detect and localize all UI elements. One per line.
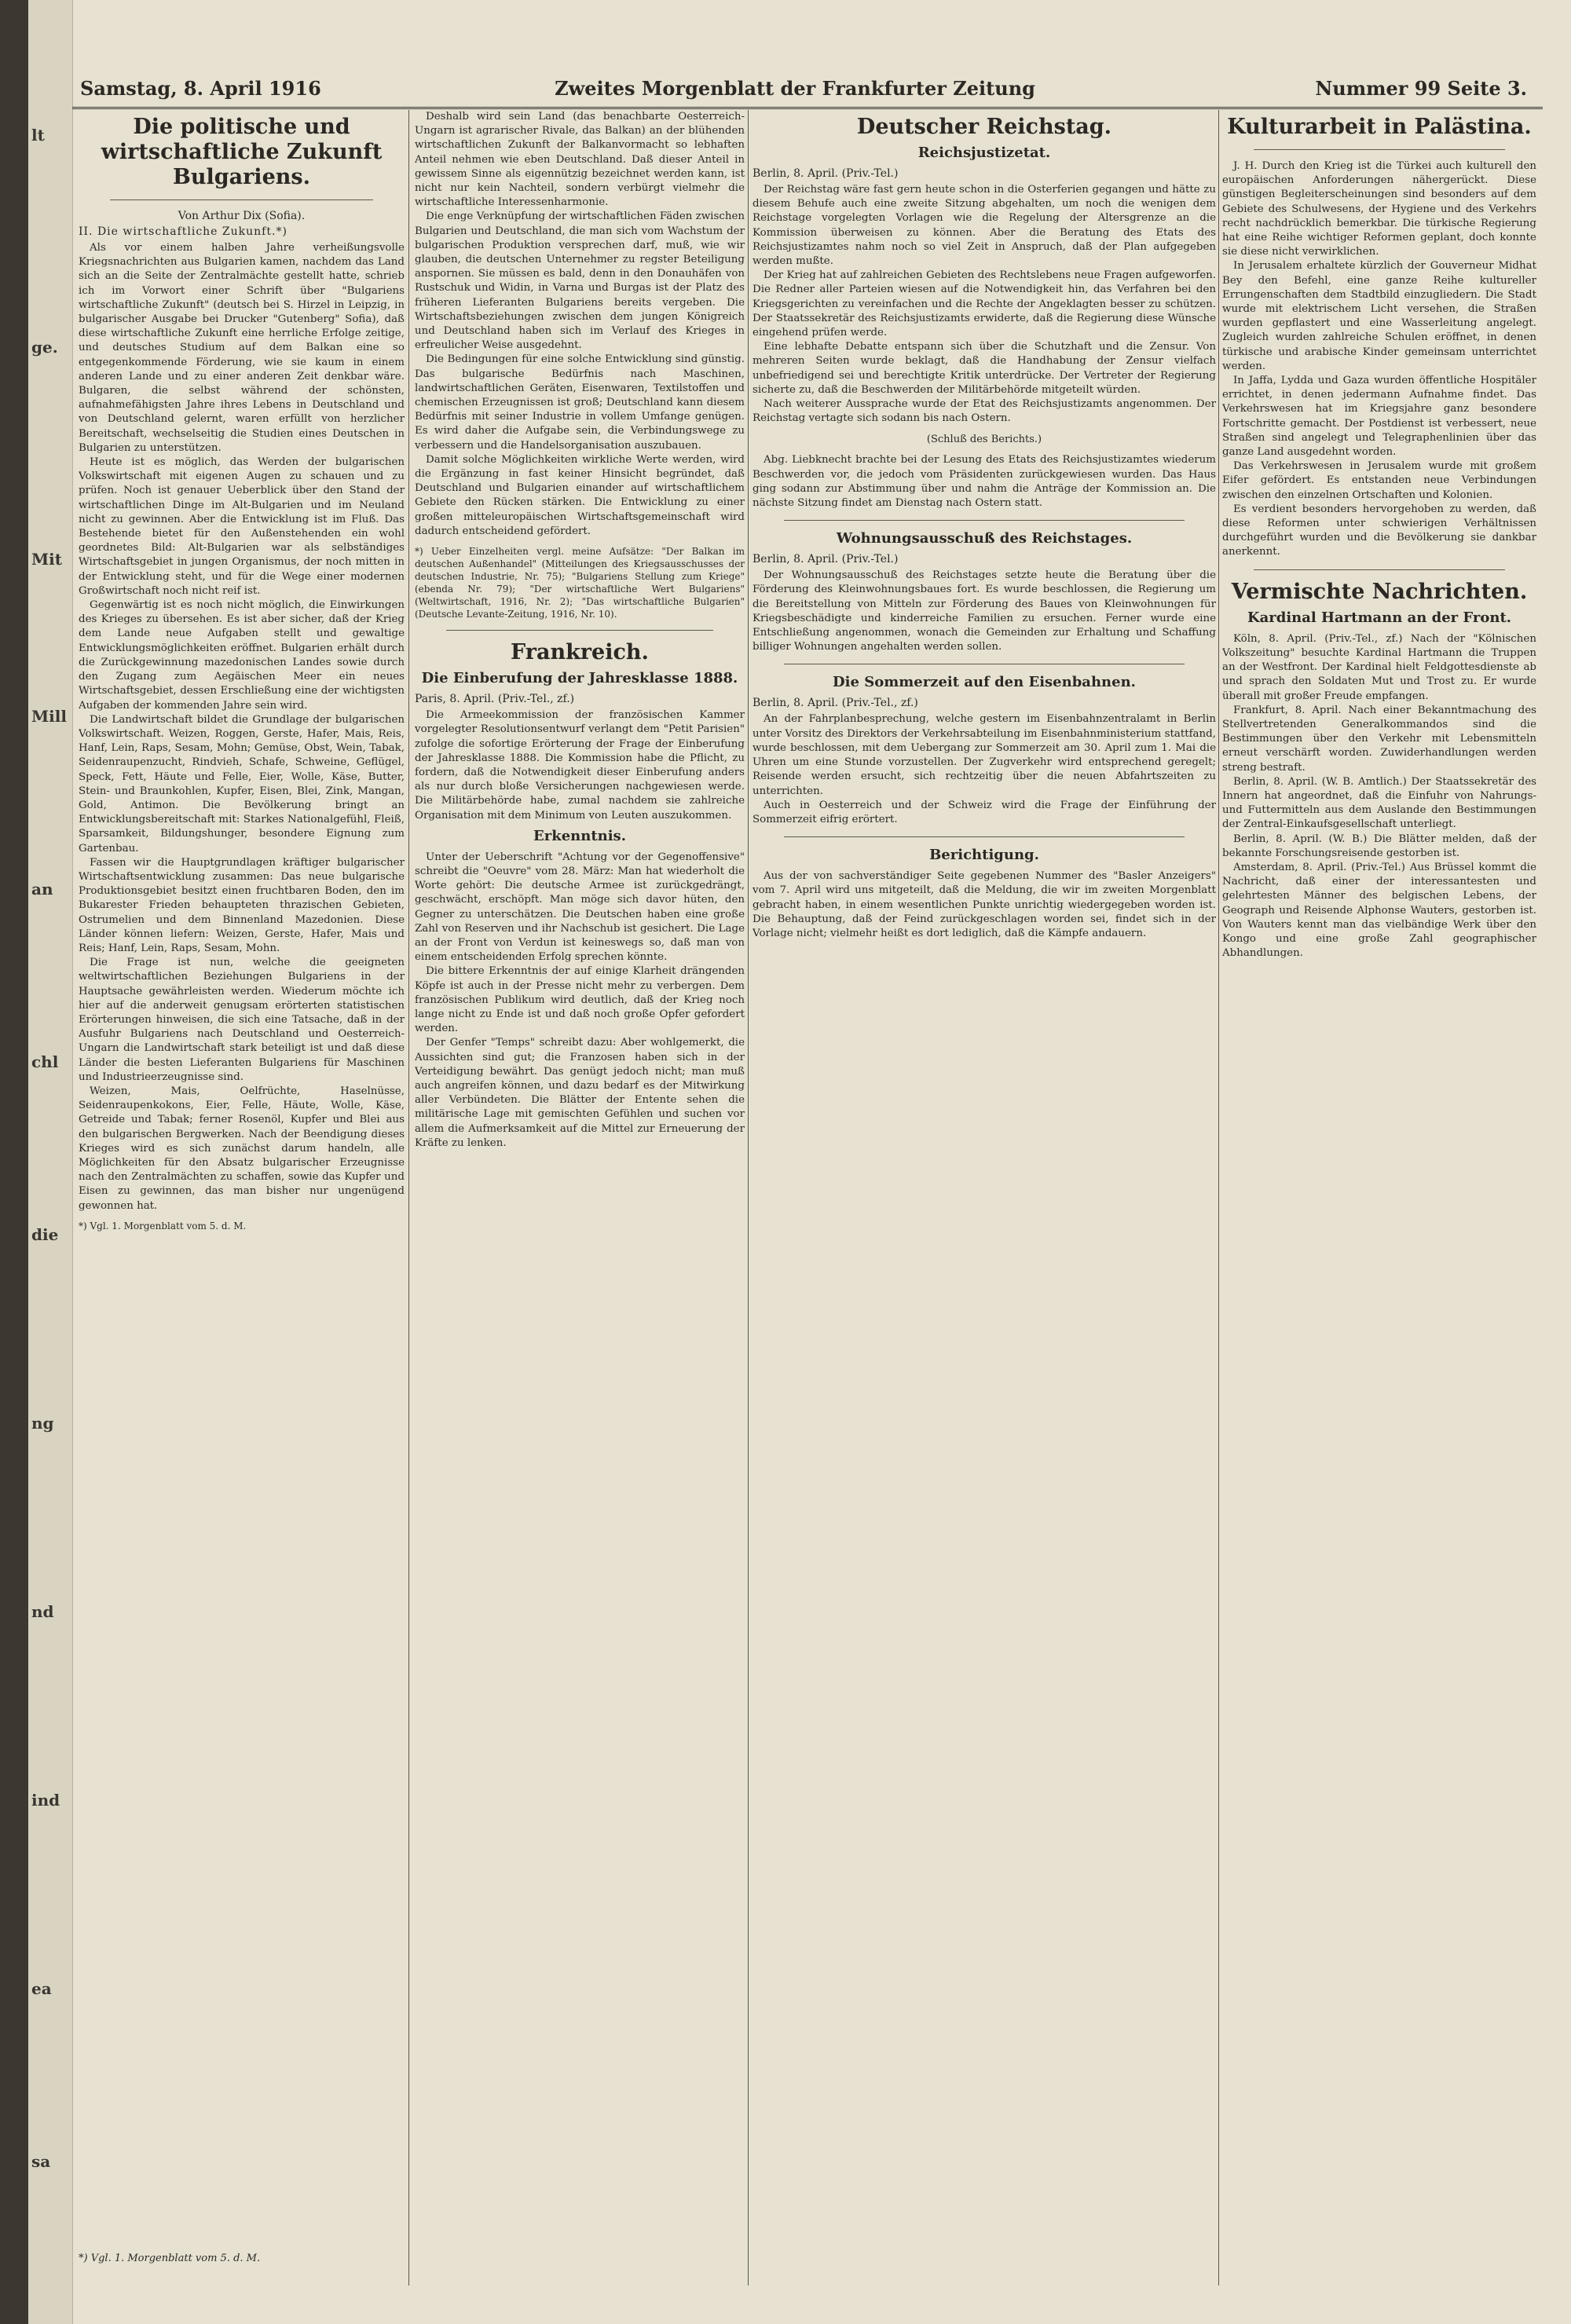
footnote: *) Ueber Einzelheiten vergl. meine Aufsätze: "Der Balkan im deutschen Außenhandel" (Mitteilungen des Kriegsausschusses der deutschen Industrie, Nr. 75); "Bulgariens Stellung zum Kriege" (ebenda Nr. 79); "Der wirtschaftliche Wert Bulgariens" (Weltwirtschaft, 1916, Nr. 2); "Das wirtschaftliche Bulgarien" (Deutsche Levante-Zeitung, 1916, Nr. 10). [415,546,745,620]
paragraph: Gegenwärtig ist es noch nicht möglich, die Einwirkungen des Krieges zu übersehen. Es ist aber sicher, daß der Krieg dem Lande neue Aufgaben stellt und gewaltige Entwicklungsmöglichkeiten eröffnet. Bulgarien erhält durch die Zurückgewinnung mazedonischen Landes sowie durch den Zugang zum Aegäischen Meer ein neues Wirtschaftsgebiet, dessen Erschließung eine der wichtigsten Aufgaben der kommenden Jahre sein wird. [79,599,405,712]
headline-rule [1254,149,1505,150]
article-author: Von Arthur Dix (Sofia). [178,210,306,222]
section-headline-miscellaneous: Vermischte Nachrichten. [1231,579,1528,604]
column-rule [1218,110,1219,2286]
article-headline-bulgaria: Die politische und wirtschaftliche Zukunft Bulgariens. [101,115,383,189]
section-headline-france: Frankreich. [511,640,649,665]
article-headline-palestine: Kulturarbeit in Palästina. [1227,115,1532,139]
paragraph: Damit solche Möglichkeiten wirkliche Werte werden, wird die Ergänzung in fast keiner Hinsicht begründet, daß Deutschland und Bulgarien einander auf wirtschaftlichem Gebiete den Rücken stärken. Die Entwicklung zu einer großen mitteleuropäischen Wirtschaftsgemeinschaft wird dadurch entscheidend gefördert. [415,453,745,537]
gutter-fragment: Mit [31,550,62,569]
column-rule [748,110,749,2286]
paragraph: An der Fahrplanbesprechung, welche gestern im Eisenbahnzentralamt in Berlin unter Vorsitz des Direktors der Verkehrsabteilung im Eisenbahnministerium stattfand, wurde beschlossen, mit dem Uebergang zur Sommerzeit am 30. April zum 1. Mai die Uhren um eine Stunde vorzustellen. Der Zugverkehr wird entsprechend geregelt; Reisende werden ersucht, sich rechtzeitig über die neuen Abfahrtszeiten zu unterrichten. [753,713,1216,797]
paragraph: Die enge Verknüpfung der wirtschaftlichen Fäden zwischen Bulgarien und Deutschland, die man sich vom Wachstum der bulgarischen Produktion versprechen darf, muß, wie wir glauben, die deutschen Unternehmer zu regster Beteiligung anspornen. Sie müssen es bald, denn in den Donauhäfen von Rustschuk und Widin, in Varna und Burgas ist der Platz des früheren Lieferanten Bulgariens bereits vergeben. Die Wirtschaftsbeziehungen zwischen dem jungen Königreich und Deutschland haben sich im Verlauf des Krieges in erfreulicher Weise ausgedehnt. [415,210,745,352]
gutter-fragment: sa [31,2152,51,2171]
paragraph: Die Armeekommission der französischen Kammer vorgelegter Resolutionsentwurf verlangt dem "Petit Parisien" zufolge die sofortige Erörterung der Frage der Einberufung der Jahresklasse 1888. Die Kommission habe die Pflicht, zu fordern, daß die Notwendigkeit dieser Einberufung anders als nur durch bloße Versicherungen nachgewiesen werde. Die Militärbehörde habe, zumal nachdem sie zahlreiche Organisation mit dem Minimum von Leuten auszukommen. [415,709,745,822]
paragraph: Berlin, 8. April. (W. B.) Die Blätter melden, daß der bekannte Forschungsreisende gestorben ist. [1222,833,1536,859]
masthead-date: Samstag, 8. April 1916 [80,77,321,100]
paragraph: Berlin, 8. April. (W. B. Amtlich.) Der Staatssekretär des Innern hat angeordnet, daß die Einfuhr von Nahrungs- und Futtermitteln aus dem Auslande den Bestimmungen der Zentral-Einkaufsgesellschaft unterliegt. [1222,775,1536,831]
paragraph: Köln, 8. April. (Priv.-Tel., zf.) Nach der "Kölnischen Volkszeitung" besuchte Kardinal Hartmann die Truppen an der Westfront. Der Kardinal hielt Feldgottesdienste ab und sprach den Soldaten Mut und Trost zu. Er wurde überall mit großer Freude empfangen. [1222,632,1536,702]
paragraph: J. H. Durch den Krieg ist die Türkei auch kulturell den europäischen Anforderungen nähergerückt. Diese günstigen Begleiterscheinungen sind besonders auf dem Gebiete des Schulwesens, der Hygiene und des Verkehrs recht nachdrücklich bemerkbar. Die türkische Regierung hat eine Reihe wichtiger Reformen geplant, doch konnte sie diese nicht verwirklichen. [1222,160,1536,258]
article-subheadline: Die Sommerzeit auf den Eisenbahnen. [833,674,1136,691]
paragraph: Auch in Oesterreich und der Schweiz wird die Frage der Einführung der Sommerzeit eifrig erörtert. [753,799,1216,825]
paragraph: Als vor einem halben Jahre verheißungsvolle Kriegsnachrichten aus Bulgarien kamen, nachdem das Land sich an die Seite der Zentralmächte gestellt hatte, schrieb ich im Vorwort einer Schrift über "Bulgariens wirtschaftliche Zukunft" (deutsch bei S. Hirzel in Leipzig, in bulgarischer Ausgabe bei Drucker "Gutenberg" Sofia), daß diese wirtschaftliche Zukunft eine herrliche Erfolge zeitige, und deutsches Studium auf dem Balkan eine so entgegenkommende Förderung, wie sie kaum in einem anderen Lande und zu einer anderen Zeit denkbar wäre. Bulgaren, die selbst während der schönsten, aufnahmefähigsten Jahre ihres Lebens in Deutschland und von Deutschland gelernt, waren erfüllt von herzlicher Bereitschaft, wechselseitig die Studien eines Deutschen in Bulgarien zu unterstützen. [79,242,405,454]
column-rule [408,110,409,2286]
gutter-fragment: ea [31,1979,52,1998]
column-4 [1222,110,1536,2278]
section-rule [784,520,1185,521]
gutter-fragment: ng [31,1414,54,1433]
paragraph: Der Reichstag wäre fast gern heute schon in die Osterferien gegangen und hätte zu diesem Behufe auch eine zweite Sitzung abgehalten, um noch die wenigen dem Reichstage vorgelegten Vorlagen wie die Regelung der Altersgrenze an die Kommission überweisen zu können. Aber die Beratung des Etats des Reichsjustizamtes nahm noch so viel Zeit in Anspruch, daß der Plan aufgegeben werden mußte. [753,184,1216,268]
paragraph: Das Verkehrswesen in Jerusalem wurde mit großem Eifer gefördert. Es entstanden neue Verbindungen zwischen den einzelnen Ortschaften und Kolonien. [1222,460,1536,501]
paragraph: Nach weiterer Aussprache wurde der Etat des Reichsjustizamts angenommen. Der Reichstag vertagte sich sodann bis nach Ostern. [753,398,1216,425]
dateline: Paris, 8. April. (Priv.-Tel., zf.) [415,693,575,706]
paragraph: Weizen, Mais, Oelfrüchte, Haselnüsse, Seidenraupenkokons, Eier, Felle, Häute, Wolle, Käse, Getreide und Tabak; ferner Rosenöl, Kupfer und Blei aus den bulgarischen Bergwerken. Nach der Beendigung dieses Krieges wird es sich zunächst darum handeln, alle Möglichkeiten für den Absatz bulgarischer Erzeugnisse nach den Zentralmächten zu schaffen, sowie das Kupfer und Eisen zu gewinnen, das man bisher nur ungenügend gewonnen hat. [79,1085,405,1212]
headline-rule [110,199,373,200]
paragraph: Der Genfer "Temps" schreibt dazu: Aber wohlgemerkt, die Aussichten sind gut; die Franzosen haben sich in der Verteidigung bewährt. Das genügt jedoch nicht; man muß auch angreifen können, und dazu bedarf es der Mitwirkung aller Verbündeten. Die Blätter der Entente sehen die militärische Lage mit gemischten Gefühlen und suchen vor allem die Aufmerksamkeit auf die Mittel zur Erneuerung der Kräfte zu lenken. [415,1037,745,1149]
gutter-fragment: lt [31,126,45,145]
section-rule [446,630,713,631]
previous-page-edge [28,0,73,2324]
section-rule [784,836,1185,837]
paragraph: Abg. Liebknecht brachte bei der Lesung des Etats des Reichsjustizamtes wiederum Beschwerden vor, die jedoch vom Präsidenten zurückgewiesen wurden. Das Haus ging sodann zur Abstimmung über und nahm die Anträge der Kommission an. Die nächste Sitzung findet am Dienstag nach Ostern statt. [753,454,1216,510]
paragraph: Amsterdam, 8. April. (Priv.-Tel.) Aus Brüssel kommt die Nachricht, daß einer der interessantesten und gelehrtesten Männer des belgischen Lebens, der Geograph und Reisende Alphonse Wauters, gestorben ist. Von Wauters kennt man das vielbändige Werk über den Kongo und eine große Zahl geographischer Abhandlungen. [1222,861,1536,960]
article-subheadline: Wohnungsausschuß des Reichstages. [836,530,1133,547]
report-end-marker: (Schluß des Berichts.) [926,434,1042,446]
gutter-fragment: chl [31,1052,59,1071]
paragraph: Heute ist es möglich, das Werden der bulgarischen Volkswirtschaft mit eigenen Augen zu schauen und zu prüfen. Noch ist genauer Ueberblick über den Stand der wirtschaftlichen Dinge im Alt-Bulgarien und im Neuland nicht zu gewinnen. Aber die Entwicklung ist im Fluß. Das Bestehende bietet für den Außenstehenden ein wohl geordnetes Bild: Alt-Bulgarien war als selbständiges Wirtschaftsgebiet in jungen Organismus, der noch mitten in der Entwicklung steht, und für die Wege einer modernen Großwirtschaft noch nicht reif ist. [79,456,405,597]
paragraph: Aus der von sachverständiger Seite gegebenen Nummer des "Basler Anzeigers" vom 7. April wird uns mitgeteilt, daß die Meldung, die wir im zweiten Morgenblatt gebracht haben, in einem wesentlichen Punkte unrichtig wiedergegeben worden ist. Die Behauptung, daß der Feind zurückgeschlagen worden sei, findet sich in der Vorlage nicht; vielmehr heißt es dort lediglich, daß die Kämpfe andauern. [753,870,1216,939]
gutter-fragment: ge. [31,338,58,357]
dateline: Berlin, 8. April. (Priv.-Tel.) [753,553,899,566]
paragraph: Die Bedingungen für eine solche Entwicklung sind günstig. Das bulgarische Bedürfnis nach Maschinen, landwirtschaftlichen Geräten, Eisenwaren, Textilstoffen und chemischen Erzeugnissen ist groß; Deutschland kann diesem Bedürfnis mit seiner Industrie in vollem Umfange genügen. Es wird daher die Aufgabe sein, die Verbindungswege zu verbessern und die Handelsorganisation auszubauen. [415,353,745,452]
footnote: *) Vgl. 1. Morgenblatt vom 5. d. M. [79,1220,247,1232]
masthead-title: Zweites Morgenblatt der Frankfurter Zeitung [555,77,1035,100]
masthead [72,75,1543,109]
gutter-fragment: Mill [31,707,67,726]
book-gutter [0,0,28,2324]
dateline: Berlin, 8. April. (Priv.-Tel., zf.) [753,697,918,710]
paragraph: Unter der Ueberschrift "Achtung vor der Gegenoffensive" schreibt die "Oeuvre" vom 28. März: Man hat wiederholt die Worte gehört: Die deutsche Armee ist zurückgedrängt, geschwächt, erschöpft. Man möge sich davor hüten, den Gegner zu unterschätzen. Die Deutschen haben eine große Zahl von Reserven und ihr Nachschub ist gesichert. Die Lage an der Front von Verdun ist keineswegs so, daß man von einem entscheidenden Erfolg sprechen könnte. [415,851,745,964]
paragraph: Frankfurt, 8. April. Nach einer Bekanntmachung des Stellvertretenden Generalkommandos sind die Bestimmungen über den Verkehr mit Lebensmitteln erneut verschärft worden. Zuwiderhandlungen werden streng bestraft. [1222,704,1536,774]
paragraph: Der Krieg hat auf zahlreichen Gebieten des Rechtslebens neue Fragen aufgeworfen. Die Redner aller Parteien wiesen auf die Notwendigkeit hin, das Verfahren bei den Kriegsgerichten zu vereinfachen und die Rechte der Angeklagten besser zu schützen. Der Staatssekretär des Reichsjustizamts erwiderte, daß die Regierung diese Wünsche eingehend prüfen werde. [753,269,1216,339]
column-3 [753,110,1216,2278]
gutter-fragment: ind [31,1791,60,1810]
paragraph: Der Wohnungsausschuß des Reichstages setzte heute die Beratung über die Förderung des Kleinwohnungsbaues fort. Es wurde beschlossen, die Regierung um die Bereitstellung von Mitteln zur Förderung des Baues von Kleinwohnungen für Kriegsbeschädigte und kinderreiche Familien zu ersuchen. Ferner wurde eine Entschließung angenommen, wonach die Gemeinden zur Erhaltung und Schaffung billiger Wohnungen angehalten werden sollen. [753,569,1216,653]
paragraph: Die bittere Erkenntnis der auf einige Klarheit drängenden Köpfe ist auch in der Presse nicht mehr zu verbergen. Dem französischen Publikum wird deutlich, daß der Krieg noch lange nicht zu Ende ist und daß noch große Opfer gefordert werden. [415,965,745,1035]
article-section: II. Die wirtschaftliche Zukunft.*) [79,225,287,238]
article-subheadline: Reichsjustizetat. [917,145,1051,161]
gutter-fragment: an [31,880,53,898]
article-subheadline: Die Einberufung der Jahresklasse 1888. [421,670,738,687]
article-subheadline: Erkenntnis. [533,827,626,844]
paragraph: Deshalb wird sein Land (das benachbarte Oesterreich-Ungarn ist agrarischer Rivale, das Balkan) an der blühenden wirtschaftlichen Zukunft der Balkanvormacht so lebhaften Anteil nehmen wie eben Deutschland. Daß dieser Anteil in gewissem Sinne als eigennützig bezeichnet werden kann, ist nicht nur kein Nachteil, sondern verbürgt vielmehr die wirtschaftliche Interessenharmonie. [415,111,745,209]
paragraph: Die Frage ist nun, welche die geeigneten weltwirtschaftlichen Beziehungen Bulgariens in der Hauptsache gewährleisten werden. Wiederum möchte ich hier auf die anderweit genugsam erörterten statistischen Erörterungen hinweisen, die sich eine Tatsache, daß in der Ausfuhr Bulgariens nach Deutschland und Oesterreich-Ungarn die Landwirtschaft stark beteiligt ist und daß diese Länder die besten Lieferanten Bulgariens für Maschinen und Industrieerzeugnisse sind. [79,957,405,1083]
paragraph: Die Landwirtschaft bildet die Grundlage der bulgarischen Volkswirtschaft. Weizen, Roggen, Gerste, Hafer, Mais, Reis, Hanf, Lein, Raps, Sesam, Mohn; Gemüse, Obst, Wein, Tabak, Seidenraupenzucht, Rindvieh, Schafe, Schweine, Geflügel, Speck, Fett, Häute und Felle, Eier, Wolle, Käse, Butter, Stein- und Braunkohlen, Kupfer, Eisen, Blei, Zink, Mangan, Gold, Antimon. Die Bevölkerung bringt an Entwicklungsbereitschaft mit: Starkes Nationalgefühl, Fleiß, Sparsamkeit, Bildungshunger, besondere Eignung zum Gartenbau. [79,713,405,855]
column-2 [415,110,745,2278]
gutter-fragment: die [31,1225,59,1244]
paragraph: In Jaffa, Lydda und Gaza wurden öffentliche Hospitäler errichtet, in denen jedermann Aufnahme findet. Das Verkehrswesen hat im Kriegsjahre ganz besondere Fortschritte gemacht. Der Postdienst ist verbessert, neue Straßen sind angelegt und Telegraphenlinien über das ganze Land ausgedehnt worden. [1222,375,1536,459]
paragraph: Es verdient besonders hervorgehoben zu werden, daß diese Reformen unter schwierigen Verhältnissen durchgeführt wurden und die Bevölkerung sie dankbar anerkennt. [1222,503,1536,558]
paragraph: In Jerusalem erhaltete kürzlich der Gouverneur Midhat Bey den Befehl, eine ganze Reihe kultureller Errungenschaften dem Stadtbild einzugliedern. Die Stadt wurde mit elektrischem Licht versehen, die Straßen wurden gepflastert und eine Wasserleitung angelegt. Zugleich wurden zahlreiche Schulen eröffnet, in denen türkische und arabische Kinder gemeinsam unterrichtet werden. [1222,260,1536,372]
article-subheadline: Berichtigung. [929,847,1039,864]
section-headline-reichstag: Deutscher Reichstag. [856,115,1112,139]
paragraph: Eine lebhafte Debatte entspann sich über die Schutzhaft und die Zensur. Von mehreren Seiten wurde beklagt, daß die Handhabung der Zensur vielfach unbefriedigend sei und berechtigte Kritik unterdrücke. Der Vertreter der Regierung sicherte zu, daß die Beschwerden der Militärbehörde mitgeteilt würden. [753,341,1216,396]
section-rule [1254,569,1505,570]
gutter-fragment: nd [31,1602,54,1621]
masthead-page-number: Nummer 99 Seite 3. [1315,77,1527,100]
article-subheadline: Kardinal Hartmann an der Front. [1247,609,1512,626]
page-footnote: *) Vgl. 1. Morgenblatt vom 5. d. M. [79,2253,261,2264]
dateline: Berlin, 8. April. (Priv.-Tel.) [753,167,899,180]
paragraph: Fassen wir die Hauptgrundlagen kräftiger bulgarischer Wirtschaftsentwicklung zusammen: Das neue bulgarische Produktionsgebiet besitzt einen fruchtbaren Boden, den im Bukarester Frieden behaupteten thrazischen Gebieten, Ostrumelien und dem Binnenland Mazedonien. Diese Länder können liefern: Weizen, Gerste, Hafer, Mais und Reis; Hanf, Lein, Raps, Sesam, Mohn. [79,856,405,954]
column-1 [79,110,405,2278]
